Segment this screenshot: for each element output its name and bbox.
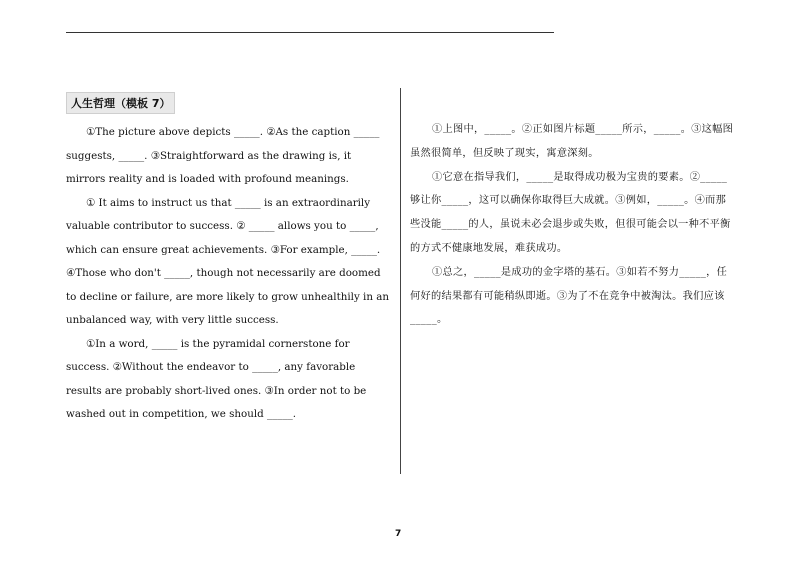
english-column — [66, 92, 392, 427]
english-paragraph-1: ①The picture above depicts _____. ②As the caption _____ suggests, _____. ③Straightforward as the drawing is, it mirrors reality and is loaded with profound meanings. — [66, 126, 380, 185]
english-paragraph-2: ① It aims to instruct us that _____ is an extraordinarily valuable contributor to success. ② _____ allows you to _____, which can ensure great achievements. ③For example, _____. ④Those who don't _____, though not necessarily are doomed to decline or failure, are more likely to grow unhealthily in an unbalanced way, with very little success. — [66, 196, 389, 326]
chinese-paragraph-1: ①上图中，_____。②正如图片标题_____所示，_____。③这幅图虽然很简单，但反映了现实，寓意深刻。 — [410, 124, 734, 159]
chinese-paragraph-3: ①总之，_____是成功的金字塔的基石。③如若不努力_____，任何好的结果都有可能稍纵即逝。③为了不在竞争中被淘汰。我们应该_____。 — [410, 266, 728, 326]
english-paragraph-3: ①In a word, _____ is the pyramidal cornerstone for success. ②Without the endeavor to _____, any favorable results are probably short-lived ones. ③In order not to be washed out in competition, we should _____. — [66, 337, 367, 420]
chinese-column — [410, 118, 735, 332]
chinese-paragraph-2: ①它意在指导我们，_____是取得成功极为宝贵的要素。②_____够让你_____，这可以确保你取得巨大成就。③例如，_____。④而那些没能_____的人，虽说未必会退步或失败，但很可能会以一种不平衡的方式不健康地发展，难获成功。 — [410, 171, 731, 254]
template-heading: 人生哲理（模板 7） — [66, 92, 175, 114]
column-divider — [400, 88, 401, 474]
page-number: 7 — [395, 529, 402, 539]
header-rule — [66, 32, 554, 33]
